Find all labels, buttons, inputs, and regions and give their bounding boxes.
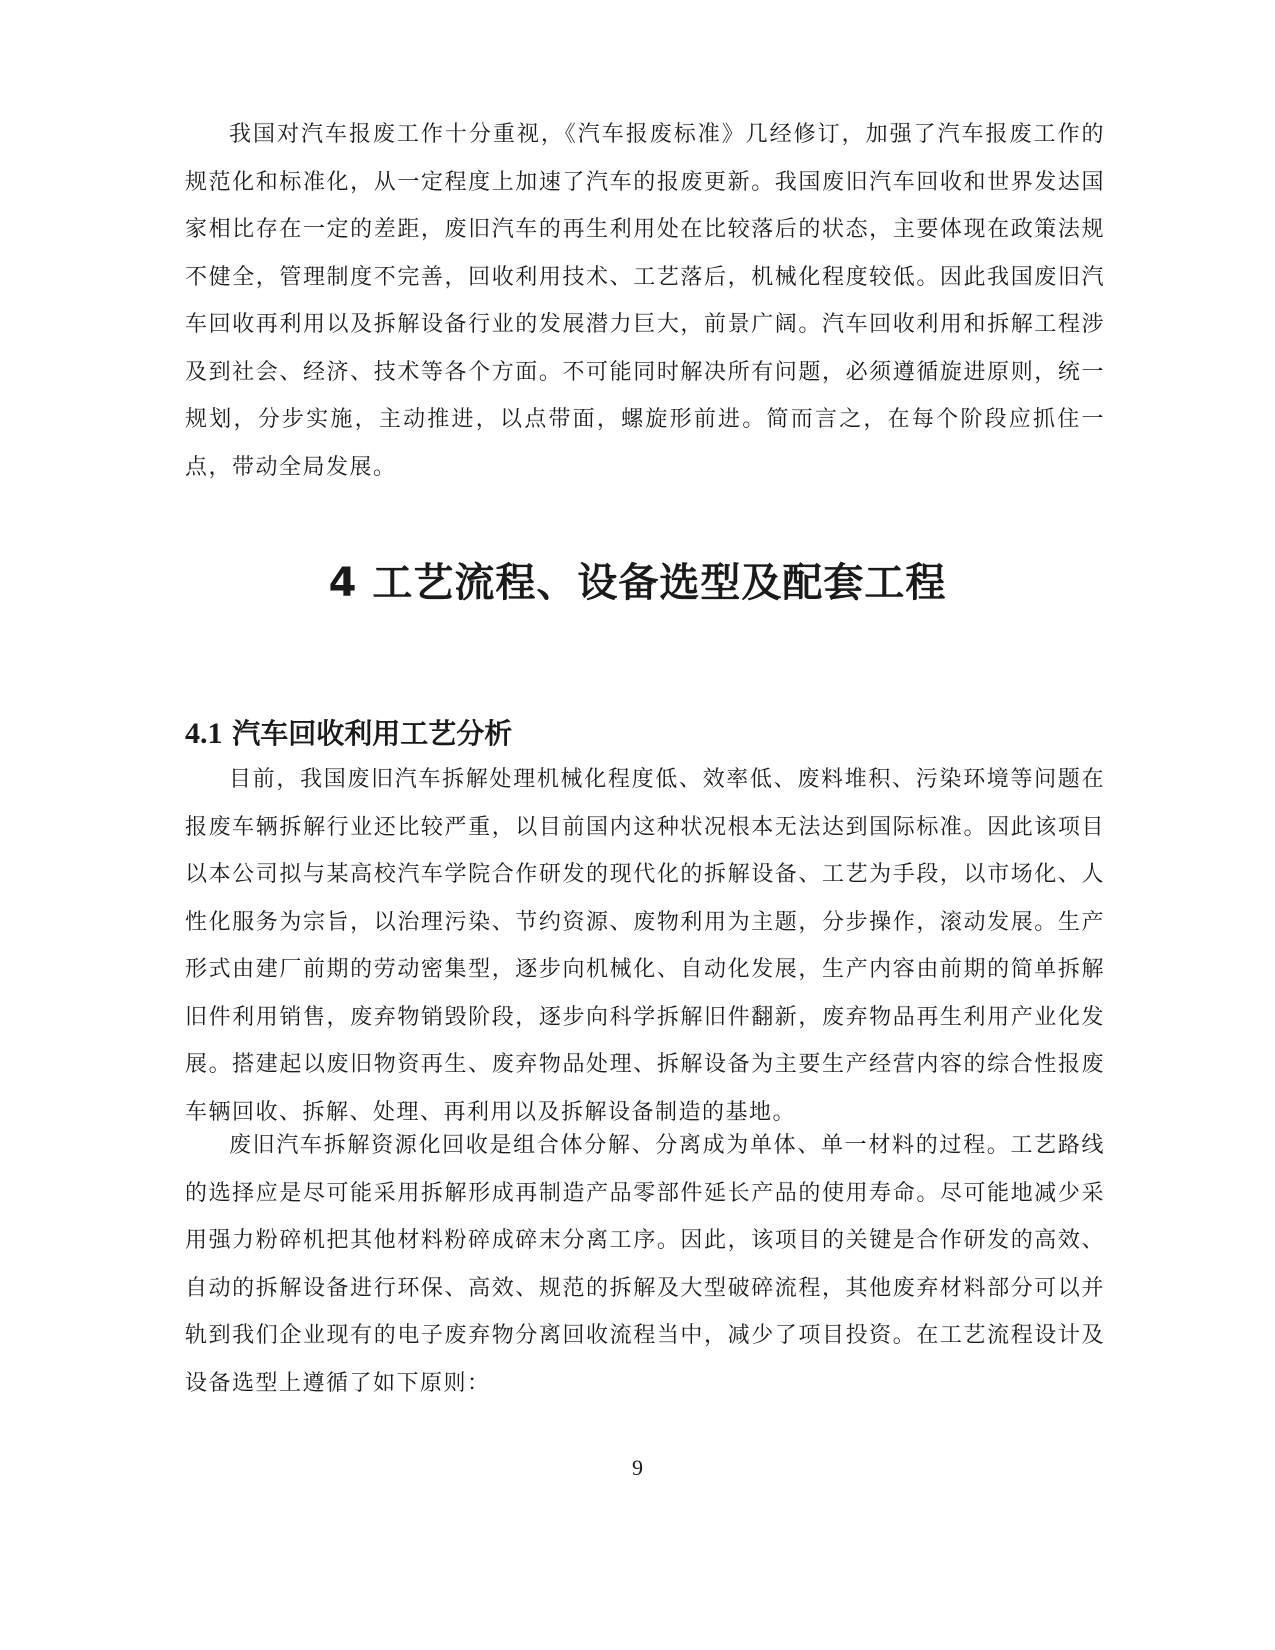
section-heading	[185, 712, 1105, 756]
body-paragraph: 目前，我国废旧汽车拆解处理机械化程度低、效率低、废料堆积、污染环境等问题在报废车辆拆解行业还比较严重，以目前国内这种状况根本无法达到国际标准。因此该项目以本公司拟与某高校汽车学院合作研发的现代化的拆解设备、工艺为手段，以市场化、人性化服务为宗旨，以治理污染、节约资源、废物利用为主题，分步操作，滚动发展。生产形式由建厂前期的劳动密集型，逐步向机械化、自动化发展，生产内容由前期的简单拆解旧件利用销售，废弃物销毁阶段，逐步向科学拆解旧件翻新，废弃物品再生利用产业化发展。搭建起以废旧物资再生、废弃物品处理、拆解设备为主要生产经营内容的综合性报废车辆回收、拆解、处理、再利用以及拆解设备制造的基地。	[185, 767, 1105, 1125]
section-number: 4.1	[185, 717, 223, 750]
page-number: 9	[632, 1455, 643, 1480]
chapter-title: 4 工艺流程、设备选型及配套工程	[328, 560, 947, 606]
intro-paragraph: 我国对汽车报废工作十分重视，《汽车报废标准》几经修订，加强了汽车报废工作的规范化和标准化，从一定程度上加速了汽车的报废更新。我国废旧汽车回收和世界发达国家相比存在一定的差距，废旧汽车的再生利用处在比较落后的状态，主要体现在政策法规不健全，管理制度不完善，回收利用技术、工艺落后，机械化程度较低。因此我国废旧汽车回收再利用以及拆解设备行业的发展潜力巨大，前景广阔。汽车回收利用和拆解工程涉及到社会、经济、技术等各个方面。不可能同时解决所有问题，必须遵循旋进原则，统一规划，分步实施，主动推进，以点带面，螺旋形前进。简而言之，在每个阶段应抓住一点，带动全局发展。	[185, 122, 1105, 480]
body-paragraph: 废旧汽车拆解资源化回收是组合体分解、分离成为单体、单一材料的过程。工艺路线的选择应是尽可能采用拆解形成再制造产品零部件延长产品的使用寿命。尽可能地减少采用强力粉碎机把其他材料粉碎成碎末分离工序。因此，该项目的关键是合作研发的高效、自动的拆解设备进行环保、高效、规范的拆解及大型破碎流程，其他废弃材料部分可以并轨到我们企业现有的电子废弃物分离回收流程当中，减少了项目投资。在工艺流程设计及设备选型上遵循了如下原则：	[185, 1133, 1105, 1396]
section-title-text: 汽车回收利用工艺分析	[232, 717, 513, 750]
